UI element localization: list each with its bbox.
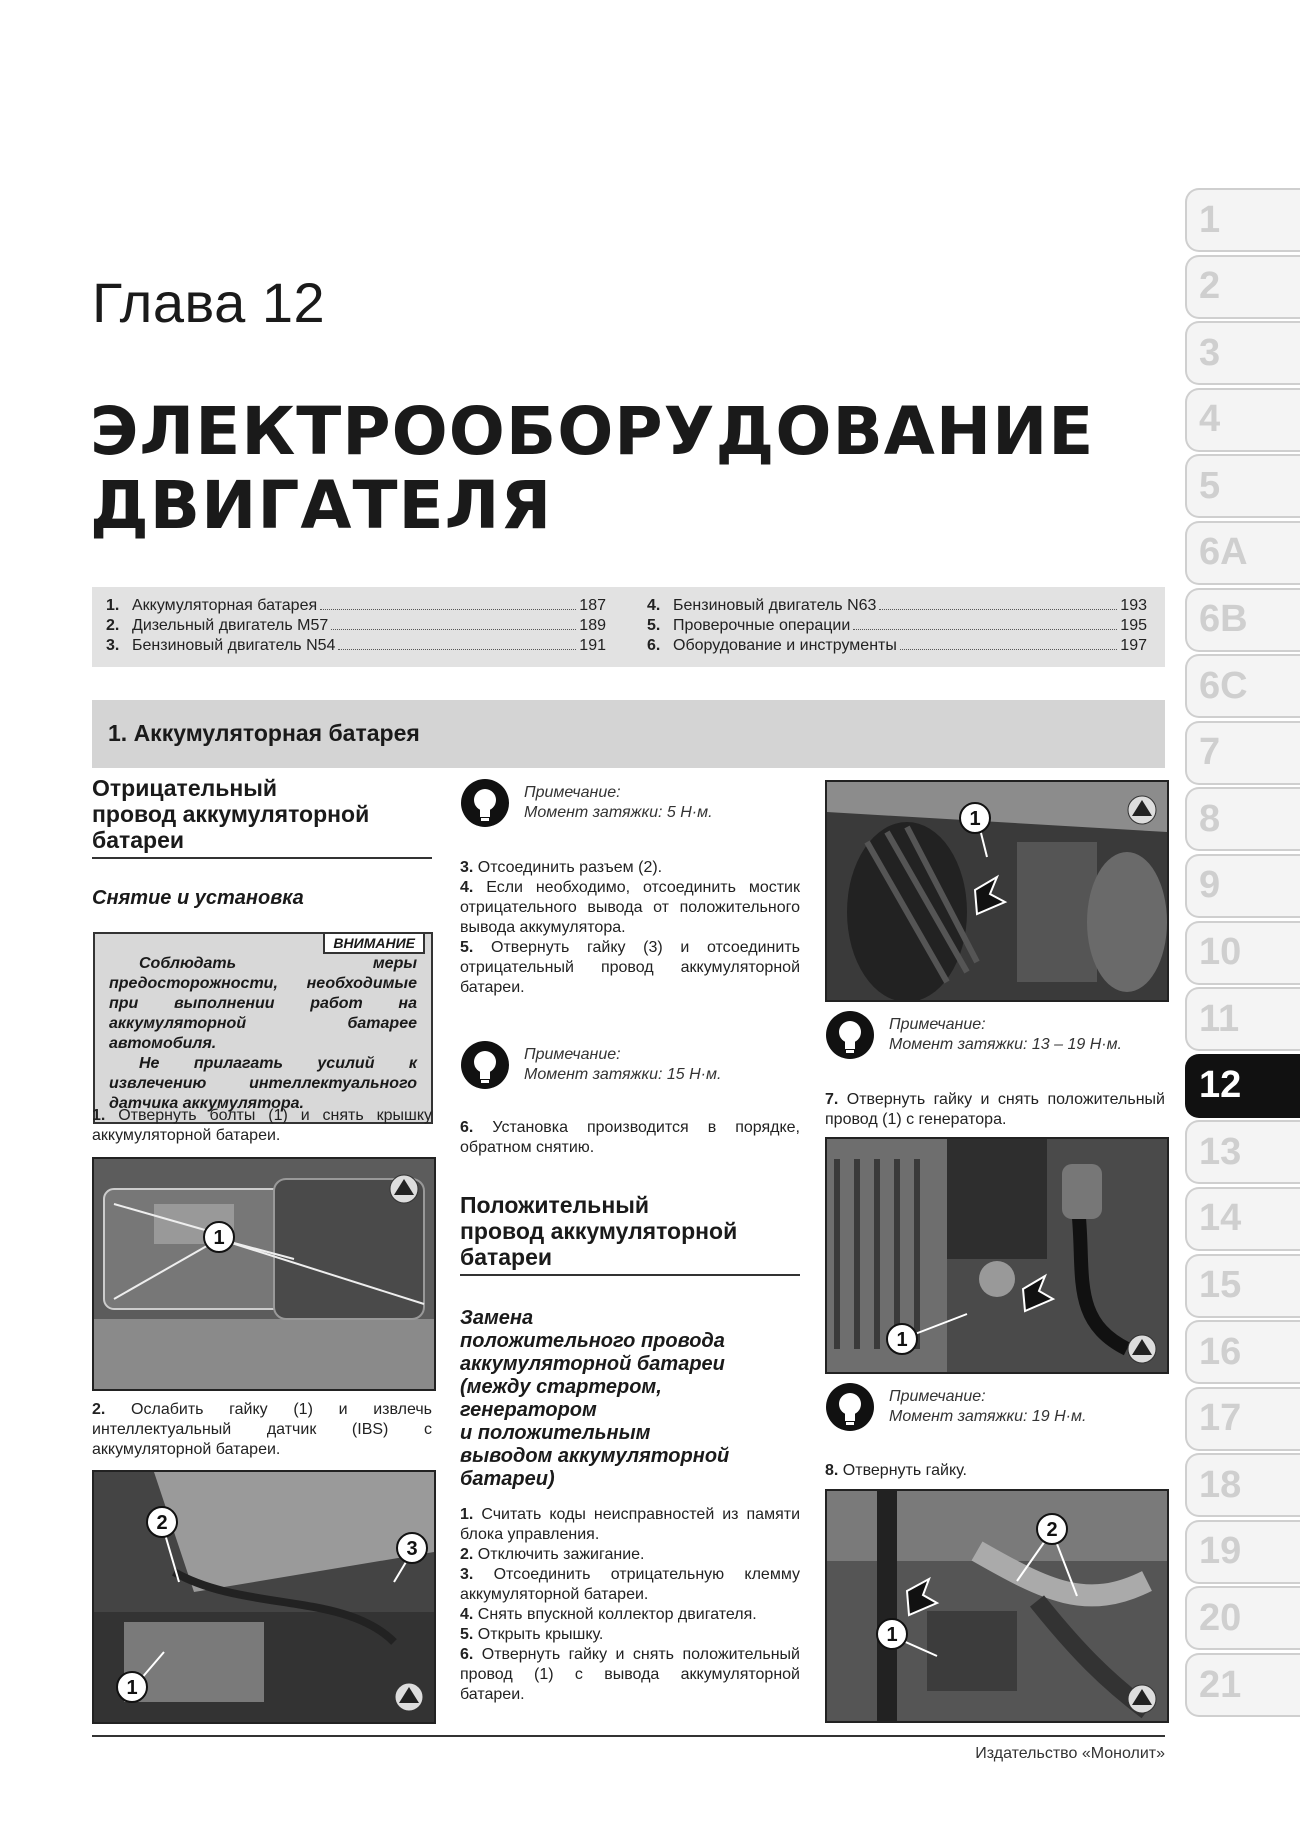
list-item (460, 1545, 800, 1565)
step-text: Если необходимо, отсоединить мостик отрицательного вывода от положительного вывода аккумулятора. (460, 879, 800, 936)
photo-battery-cover (92, 1157, 436, 1391)
heading-line: и положительным (460, 1422, 651, 1444)
chapter-tab[interactable]: 7 (1185, 721, 1300, 785)
step-text: Отвернуть гайку и снять положительный провод (1) с вывода аккумуляторной батареи. (460, 1646, 800, 1703)
step-6 (460, 1118, 800, 1158)
step-number: 7. (825, 1091, 839, 1108)
contents-entry-page: 195 (1120, 617, 1147, 634)
subsection-heading-negative-cable (92, 775, 432, 859)
section-title: 1. Аккумуляторная батарея (108, 720, 420, 746)
heading-line: провод аккумуляторной (460, 1218, 738, 1244)
contents-entry-label: Бензиновый двигатель N54 (132, 637, 336, 654)
contents-entry-number: 5. (647, 617, 661, 634)
steps-3-5 (460, 858, 800, 998)
chapter-tab[interactable]: 5 (1185, 454, 1300, 518)
warning-box (93, 932, 433, 1124)
chapter-tab[interactable]: 9 (1185, 854, 1300, 918)
contents-entry-page: 197 (1120, 637, 1147, 654)
contents-entry-label: Дизельный двигатель M57 (132, 617, 329, 634)
footer-rule (92, 1735, 1165, 1737)
note-text: Момент затяжки: 15 Н·м. (524, 1066, 722, 1083)
lightbulb-icon (825, 1010, 875, 1060)
photo-negative-terminal-drawing (827, 782, 1167, 1000)
heading-line: Замена (460, 1307, 534, 1329)
photo-alternator-cable (825, 1137, 1169, 1374)
step-number: 6. (460, 1119, 474, 1136)
photo-battery-cover-drawing (94, 1159, 434, 1389)
callout-1: 1 (969, 808, 981, 830)
note-text: Момент затяжки: 5 Н·м. (524, 804, 713, 821)
warning-text-1: Соблюдать меры предосторожности, необходимые при выполнении работ на аккумуляторной батарее автомобиля. (109, 955, 417, 1052)
procedure-heading-replace (460, 1307, 800, 1491)
chapter-tab[interactable]: 18 (1185, 1453, 1300, 1517)
step-8 (825, 1461, 1165, 1481)
callout-3: 3 (406, 1538, 418, 1560)
chapter-label: Глава 12 (92, 271, 326, 334)
step-text: Установка производится в порядке, обратном снятию. (460, 1119, 800, 1156)
photo-alternator-cable-drawing (827, 1139, 1167, 1372)
chapter-title (90, 395, 1094, 543)
step-text: Отвернуть гайку (3) и отсоединить отрицательный провод аккумуляторной батареи. (460, 939, 800, 996)
contents-entry[interactable] (647, 617, 1147, 637)
chapter-tab[interactable]: 6A (1185, 521, 1300, 585)
callout-1: 1 (213, 1227, 225, 1249)
chapter-title-line-1: ЭЛЕКТРООБОРУДОВАНИЕ (90, 393, 1095, 470)
chapter-tab[interactable]: 15 (1185, 1254, 1300, 1318)
list-item (460, 1645, 800, 1705)
chapter-tab[interactable]: 20 (1185, 1586, 1300, 1650)
note-text: Момент затяжки: 19 Н·м. (889, 1408, 1087, 1425)
contents-entry-number: 3. (106, 637, 120, 654)
contents-entry-number: 4. (647, 597, 661, 614)
contents-entry-page: 191 (579, 637, 606, 654)
heading-line: генератором (460, 1399, 597, 1421)
photo-negative-terminal (825, 780, 1169, 1002)
chapter-tab[interactable]: 19 (1185, 1520, 1300, 1584)
chapter-tab[interactable]: 13 (1185, 1120, 1300, 1184)
procedure-heading: Снятие и установка (92, 887, 304, 909)
chapter-tab[interactable]: 6C (1185, 654, 1300, 718)
list-item (460, 1565, 800, 1605)
step-1 (92, 1106, 432, 1146)
contents-entry-label: Оборудование и инструменты (673, 637, 897, 654)
publisher-footer: Издательство «Монолит» (975, 1745, 1165, 1762)
contents-entry[interactable] (647, 597, 1147, 617)
callout-2: 2 (1046, 1519, 1058, 1541)
heading-line: (между стартером, (460, 1376, 662, 1398)
step-number: 6. (460, 1646, 474, 1663)
chapter-tab[interactable]: 3 (1185, 321, 1300, 385)
contents-box (92, 587, 1165, 667)
step-number: 5. (460, 939, 474, 956)
note-title: Примечание: (524, 784, 621, 801)
contents-entry-number: 6. (647, 637, 661, 654)
heading-line: выводом аккумуляторной (460, 1445, 730, 1467)
column-left (92, 775, 432, 910)
step-text: Отвернуть гайку и снять положительный провод (1) с генератора. (825, 1091, 1165, 1128)
step-2 (92, 1400, 432, 1460)
list-item (460, 1625, 800, 1645)
heading-line: батареи) (460, 1468, 555, 1490)
step-text: Отвернуть болты (1) и снять крышку аккумуляторной батареи. (92, 1107, 432, 1144)
warning-text-2: Не прилагать усилий к извлечению интеллектуального датчика аккумулятора. (109, 1055, 417, 1112)
chapter-tab[interactable]: 8 (1185, 787, 1300, 851)
step-text: Отсоединить отрицательную клемму аккумуляторной батареи. (460, 1566, 800, 1603)
note-title: Примечание: (524, 1046, 621, 1063)
contents-entry-page: 189 (579, 617, 606, 634)
step-number: 2. (92, 1401, 106, 1418)
subsection-heading-positive-cable (460, 1192, 800, 1276)
lightbulb-icon (460, 778, 510, 828)
contents-right-column (647, 597, 1147, 657)
note-torque-19 (825, 1382, 1165, 1432)
lightbulb-icon (825, 1382, 875, 1432)
note-text: Момент затяжки: 13 – 19 Н·м. (889, 1036, 1122, 1053)
heading-line: провод аккумуляторной (92, 801, 370, 827)
chapter-title-line-2: ДВИГАТЕЛЯ (90, 467, 553, 544)
section-header (92, 700, 1165, 768)
contents-entry-label: Аккумуляторная батарея (132, 597, 318, 614)
chapter-tab[interactable]: 1 (1185, 188, 1300, 252)
chapter-tab[interactable]: 4 (1185, 388, 1300, 452)
heading-line: положительного провода (460, 1330, 725, 1352)
chapter-tab-active[interactable]: 12 (1185, 1054, 1300, 1118)
callout-1: 1 (886, 1624, 898, 1646)
heading-line: аккумуляторной батареи (460, 1353, 725, 1375)
chapter-tab[interactable]: 11 (1185, 987, 1300, 1051)
note-title: Примечание: (889, 1388, 986, 1405)
callout-1: 1 (896, 1329, 908, 1351)
step-4 (460, 878, 800, 938)
contents-entry[interactable] (106, 617, 606, 637)
chapter-tab[interactable]: 16 (1185, 1320, 1300, 1384)
contents-entry-number: 2. (106, 617, 120, 634)
callout-1: 1 (126, 1677, 138, 1699)
step-7 (825, 1090, 1165, 1130)
step-text: Снять впускной коллектор двигателя. (477, 1606, 757, 1623)
replace-steps-list (460, 1505, 800, 1705)
contents-entry-number: 1. (106, 597, 120, 614)
contents-entry[interactable] (106, 597, 606, 617)
step-text: Отвернуть гайку. (842, 1462, 967, 1479)
photo-battery-terminal-nut-drawing (827, 1491, 1167, 1721)
step-text: Открыть крышку. (477, 1626, 604, 1643)
heading-line: Отрицательный (92, 775, 278, 801)
photo-ibs-sensor-drawing (94, 1472, 434, 1722)
callout-2: 2 (156, 1512, 168, 1534)
chapter-tab[interactable]: 2 (1185, 255, 1300, 319)
step-number: 1. (92, 1107, 106, 1124)
step-text: Отсоединить разъем (2). (477, 859, 663, 876)
step-3 (460, 858, 800, 878)
contents-entry-page: 187 (579, 597, 606, 614)
note-torque-15 (460, 1040, 800, 1090)
chapter-tab[interactable]: 17 (1185, 1387, 1300, 1451)
step-number: 8. (825, 1462, 839, 1479)
heading-line: батареи (92, 827, 185, 853)
lightbulb-icon (460, 1040, 510, 1090)
contents-entry-page: 193 (1120, 597, 1147, 614)
step-number: 1. (460, 1506, 474, 1523)
chapter-tab[interactable]: 6B (1185, 588, 1300, 652)
photo-ibs-sensor (92, 1470, 436, 1724)
step-5 (460, 938, 800, 998)
note-torque-13-19 (825, 1010, 1165, 1060)
chapter-tab[interactable]: 14 (1185, 1187, 1300, 1251)
step-number: 3. (460, 1566, 474, 1583)
step-number: 5. (460, 1626, 474, 1643)
photo-battery-terminal-nut (825, 1489, 1169, 1723)
list-item (460, 1605, 800, 1625)
step-number: 2. (460, 1546, 474, 1563)
chapter-tabs (1185, 188, 1300, 1720)
warning-tag: ВНИМАНИЕ (323, 932, 425, 954)
step-text: Отключить зажигание. (477, 1546, 645, 1563)
note-torque-5 (460, 778, 800, 828)
heading-line: Положительный (460, 1192, 649, 1218)
step-number: 4. (460, 879, 474, 896)
chapter-tab[interactable]: 21 (1185, 1653, 1300, 1717)
list-item (460, 1505, 800, 1545)
step-text: Ослабить гайку (1) и извлечь интеллектуальный датчик (IBS) с аккумуляторной батареи. (92, 1401, 432, 1458)
note-title: Примечание: (889, 1016, 986, 1033)
contents-left-column (106, 597, 606, 657)
step-number: 3. (460, 859, 474, 876)
contents-entry[interactable] (647, 637, 1147, 657)
step-text: Считать коды неисправностей из памяти блока управления. (460, 1506, 800, 1543)
heading-line: батареи (460, 1244, 553, 1270)
chapter-tab[interactable]: 10 (1185, 921, 1300, 985)
step-number: 4. (460, 1606, 474, 1623)
contents-entry-label: Бензиновый двигатель N63 (673, 597, 877, 614)
contents-entry[interactable] (106, 637, 606, 657)
contents-entry-label: Проверочные операции (673, 617, 851, 634)
